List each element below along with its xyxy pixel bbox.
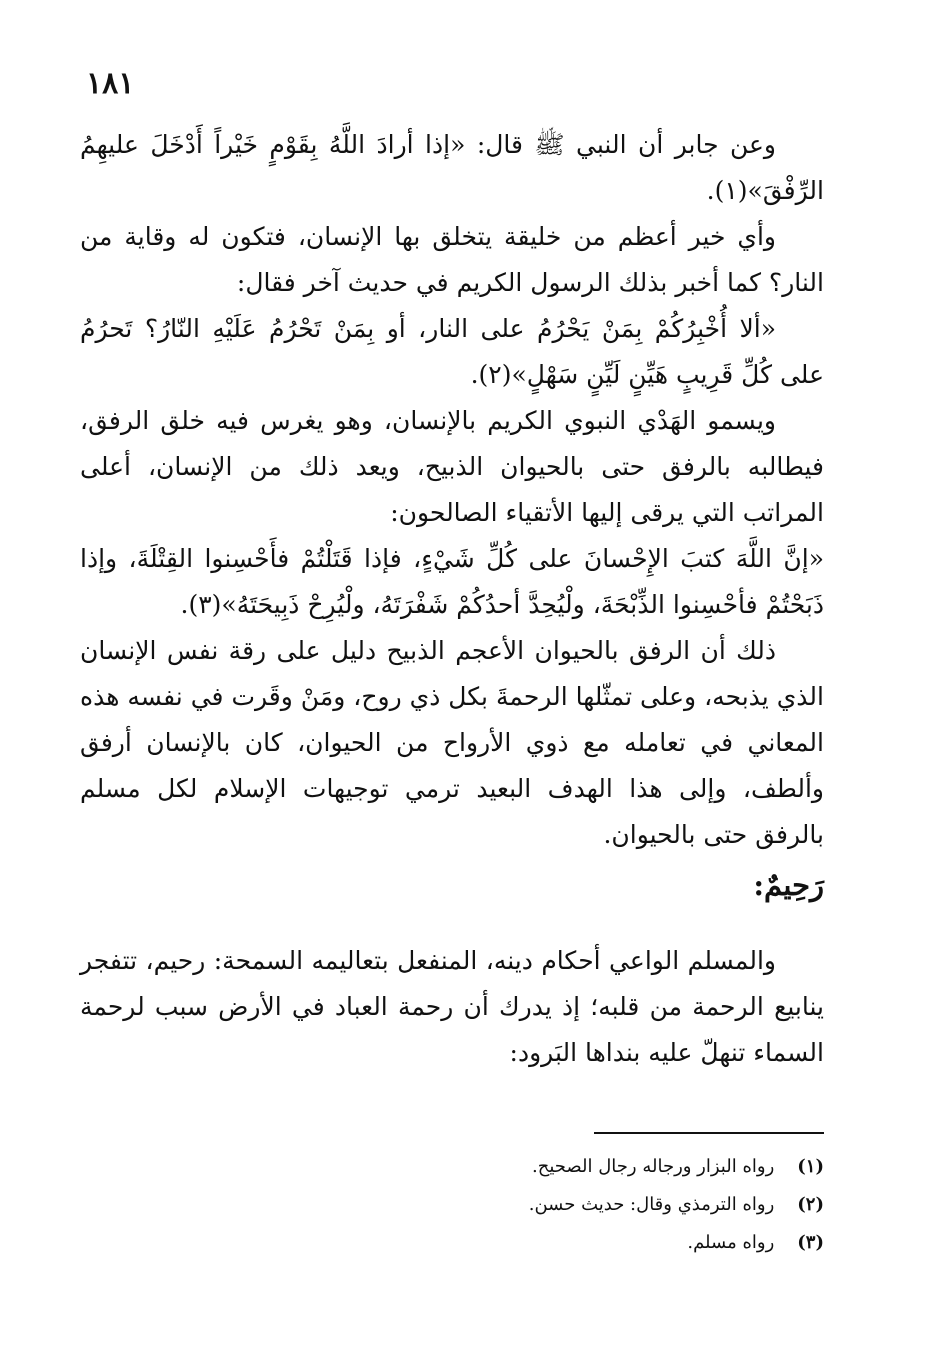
page-number: ١٨١ [86,66,135,101]
paragraph-kindness-animals: ذلك أن الرفق بالحيوان الأعجم الذبيح دليل على رقة نفس الإنسان الذي يذبحه، وعلى تمثّلها الرحمةَ بكل ذي روح، ومَنْ وقَرت في نفسه هذه المعاني في تعامله مع ذوي الأرواح من الحيوان، كان بالإنسان أرفق وألطف، وإلى هذا الهدف البعيد ترمي توجيهات الإسلام لكل مسلم بالرفق حتى بالحيوان. [80,636,824,849]
footnote-item [300,1224,824,1262]
footnote-number: (٣) [797,1232,824,1253]
paragraph-jabir-hadith: وعن جابر أن النبي ﷺ قال: «إذا أرادَ اللَّهُ بِقَوْمٍ خَيْراً أَدْخَلَ عليهِمُ الرِّفْقَ»(١). [80,130,824,205]
paragraph-prophetic-guidance: ويسمو الهَدْي النبوي الكريم بالإنسان، وهو يغرس فيه خلق الرفق، فيطالبه بالرفق حتى بالحيوان الذبيح، ويعد ذلك من الإنسان، أعلى المراتب التي يرقى إليها الأتقياء الصالحون: [80,406,824,527]
paragraph-hadith-ihsan: «إنَّ اللَّهَ كتبَ الإِحْسانَ على كُلِّ شَيْءٍ، فإذا قَتَلْتُمْ فأَحْسِنوا القِتْلَةَ، وإذا ذَبَحْتُمْ فأحْسِنوا الذِّبْحَةَ، ولْيُحِدَّ أحدُكُمْ شَفْرَتَهُ، ولْيُرِحْ ذَبِيحَتَهُ»(٣). [80,544,824,619]
paragraph-best-character: وأي خير أعظم من خليقة يتخلق بها الإنسان، فتكون له وقاية من النار؟ كما أخبر بذلك الرسول الكريم في حديث آخر فقال: [80,222,824,297]
footnote-item [300,1186,824,1224]
footnote-number: (٢) [797,1194,824,1215]
footnote-item [300,1148,824,1186]
section-heading: رَحِيمٌ: [753,868,824,902]
footnotes [300,1148,824,1262]
footnote-text: رواه البزار ورجاله رجال الصحيح. [532,1156,775,1177]
footnote-text: رواه الترمذي وقال: حديث حسن. [528,1194,775,1215]
paragraph-merciful-muslim: والمسلم الواعي أحكام دينه، المنفعل بتعاليمه السمحة: رحيم، تتفجر ينابيع الرحمة من قلبه؛ إذ يدرك أن رحمة العباد في الأرض سبب لرحمة السماء تنهلّ عليه بنداها البَرود: [80,946,824,1067]
footnote-divider [594,1132,824,1134]
page-body [80,122,824,1076]
footnote-text: رواه مسلم. [687,1232,775,1253]
paragraph-hadith-fire: «ألا أُخْبِرُكُمْ بِمَنْ يَحْرُمُ على النار، أو بِمَنْ تَحْرُمُ عَلَيْهِ النّارُ؟ تَحرُمُ على كُلِّ قَرِيبٍ هَيِّنٍ لَيِّنٍ سَهْلٍ»(٢). [80,314,824,389]
footnote-number: (١) [797,1156,824,1177]
